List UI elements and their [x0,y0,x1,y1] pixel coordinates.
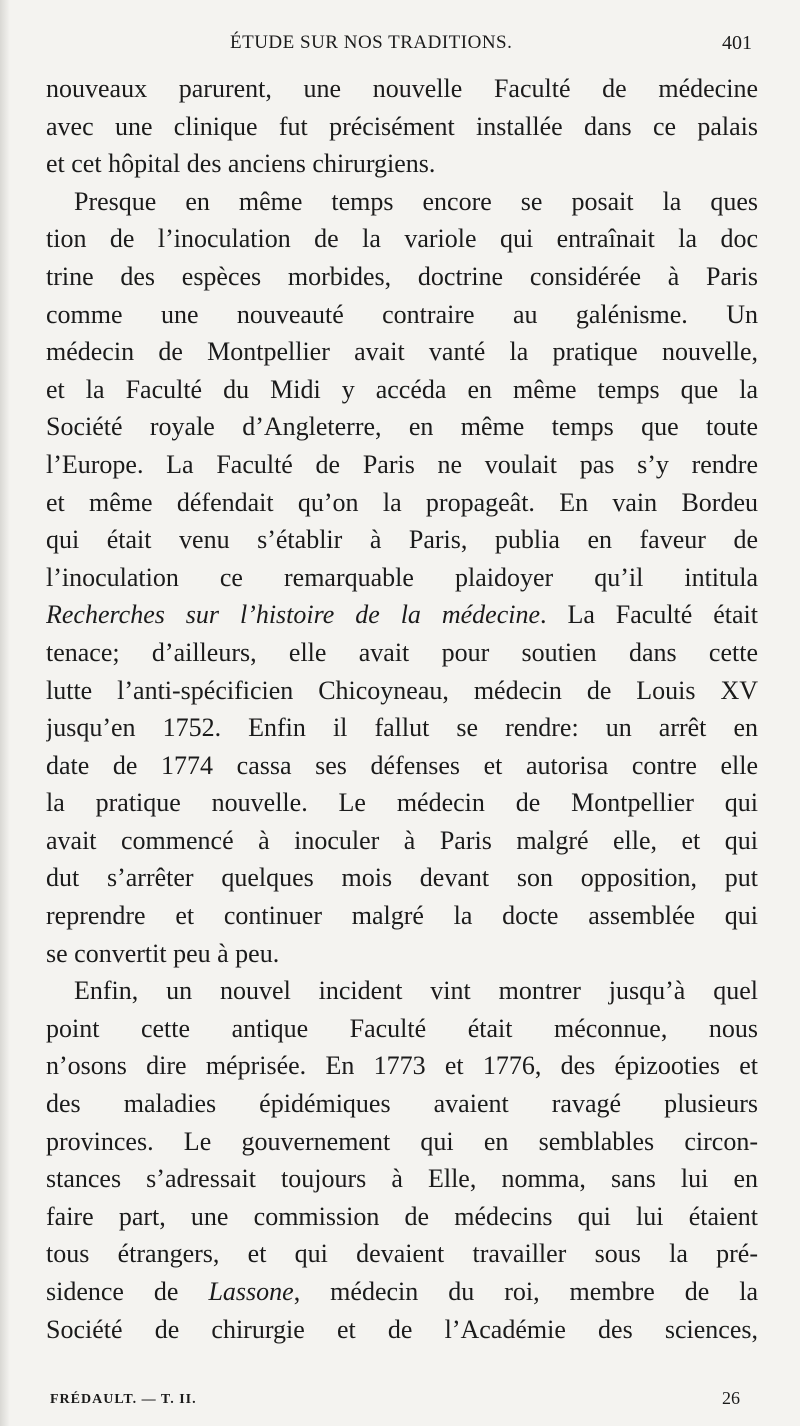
running-title: ÉTUDE SUR NOS TRADITIONS. [230,32,513,53]
text-line-with-italic-name [46,1273,758,1311]
text-line: point cette antique Faculté était méconnue, nous [46,1013,758,1043]
text-line: date de 1774 cassa ses défenses et autorisa contre elle [46,750,758,780]
text-line: Enfin, un nouvel incident vint montrer jusqu’à quel [74,976,758,1006]
text-line: qui était venu s’établir à Paris, publia en faveur de [46,525,758,555]
text-line: des maladies épidémiques avaient ravagé plusieurs [46,1089,758,1119]
text-line: trine des espèces morbides, doctrine considérée à Paris [46,261,758,291]
text-line: l’inoculation ce remarquable plaidoyer qu’il intitula [46,562,758,592]
text-line: lutte l’anti-spécificien Chicoyneau, médecin de Louis XV [46,675,758,705]
text-line: tion de l’inoculation de la variole qui entraînait la doc [46,224,758,254]
text-line: Société de chirurgie et de l’Académie des sciences, [46,1314,758,1344]
text-line: tenace; d’ailleurs, elle avait pour soutien dans cette [46,637,758,667]
text-line: avec une clinique fut précisément installée dans ce palais [46,111,758,141]
text-line: dut s’arrêter quelques mois devant son opposition, put [46,863,758,893]
text-line: reprendre et continuer malgré la docte assemblée qui [46,901,758,931]
text-line: médecin de Montpellier avait vanté la pratique nouvelle, [46,337,758,367]
running-head [0,32,800,60]
text-line: et cet hôpital des anciens chirurgiens. [46,149,436,179]
printer-signature: FRÉDAULT. — T. II. [50,1392,197,1407]
text-line: stances s’adressait toujours à Elle, nomma, sans lui en [46,1164,758,1194]
sheet-number: 26 [722,1388,740,1408]
page-number: 401 [722,32,752,54]
text-segment: , médecin du roi, membre de la [293,1277,758,1306]
text-line: n’osons dire méprisée. En 1773 et 1776, des épizooties et [46,1051,758,1081]
text-line: Société royale d’Angleterre, en même temps que toute [46,412,758,442]
text-line: avait commencé à inoculer à Paris malgré elle, et qui [46,825,758,855]
text-line: et même défendait qu’on la propageât. En vain Bordeu [46,487,758,517]
text-line: la pratique nouvelle. Le médecin de Montpellier qui [46,788,758,818]
text-line: jusqu’en 1752. Enfin il fallut se rendre: un arrêt en [46,713,758,743]
text-line: et la Faculté du Midi y accéda en même temps que la [46,374,758,404]
body-text [46,70,758,1348]
text-line: provinces. Le gouvernement qui en semblables circon- [46,1126,758,1156]
italic-book-title: Recherches sur l’histoire de la médecine [46,600,541,630]
text-line: faire part, une commission de médecins qui lui étaient [46,1201,758,1231]
text-line-with-italic-title [46,596,758,634]
text-segment: . La Faculté était [540,600,758,630]
text-line: se convertit peu à peu. [46,938,280,968]
italic-person-name: Lassone [208,1277,294,1306]
text-line: nouveaux parurent, une nouvelle Faculté de médecine [46,74,758,103]
text-segment: sidence de [46,1277,209,1306]
page-edge-shadow [0,0,10,1426]
text-line: l’Europe. La Faculté de Paris ne voulait pas s’y rendre [46,449,758,479]
text-line: tous étrangers, et qui devaient travailler sous la pré- [46,1239,758,1269]
text-line: Presque en même temps encore se posait la ques [74,186,758,216]
text-line: comme une nouveauté contraire au galénisme. Un [46,299,758,329]
